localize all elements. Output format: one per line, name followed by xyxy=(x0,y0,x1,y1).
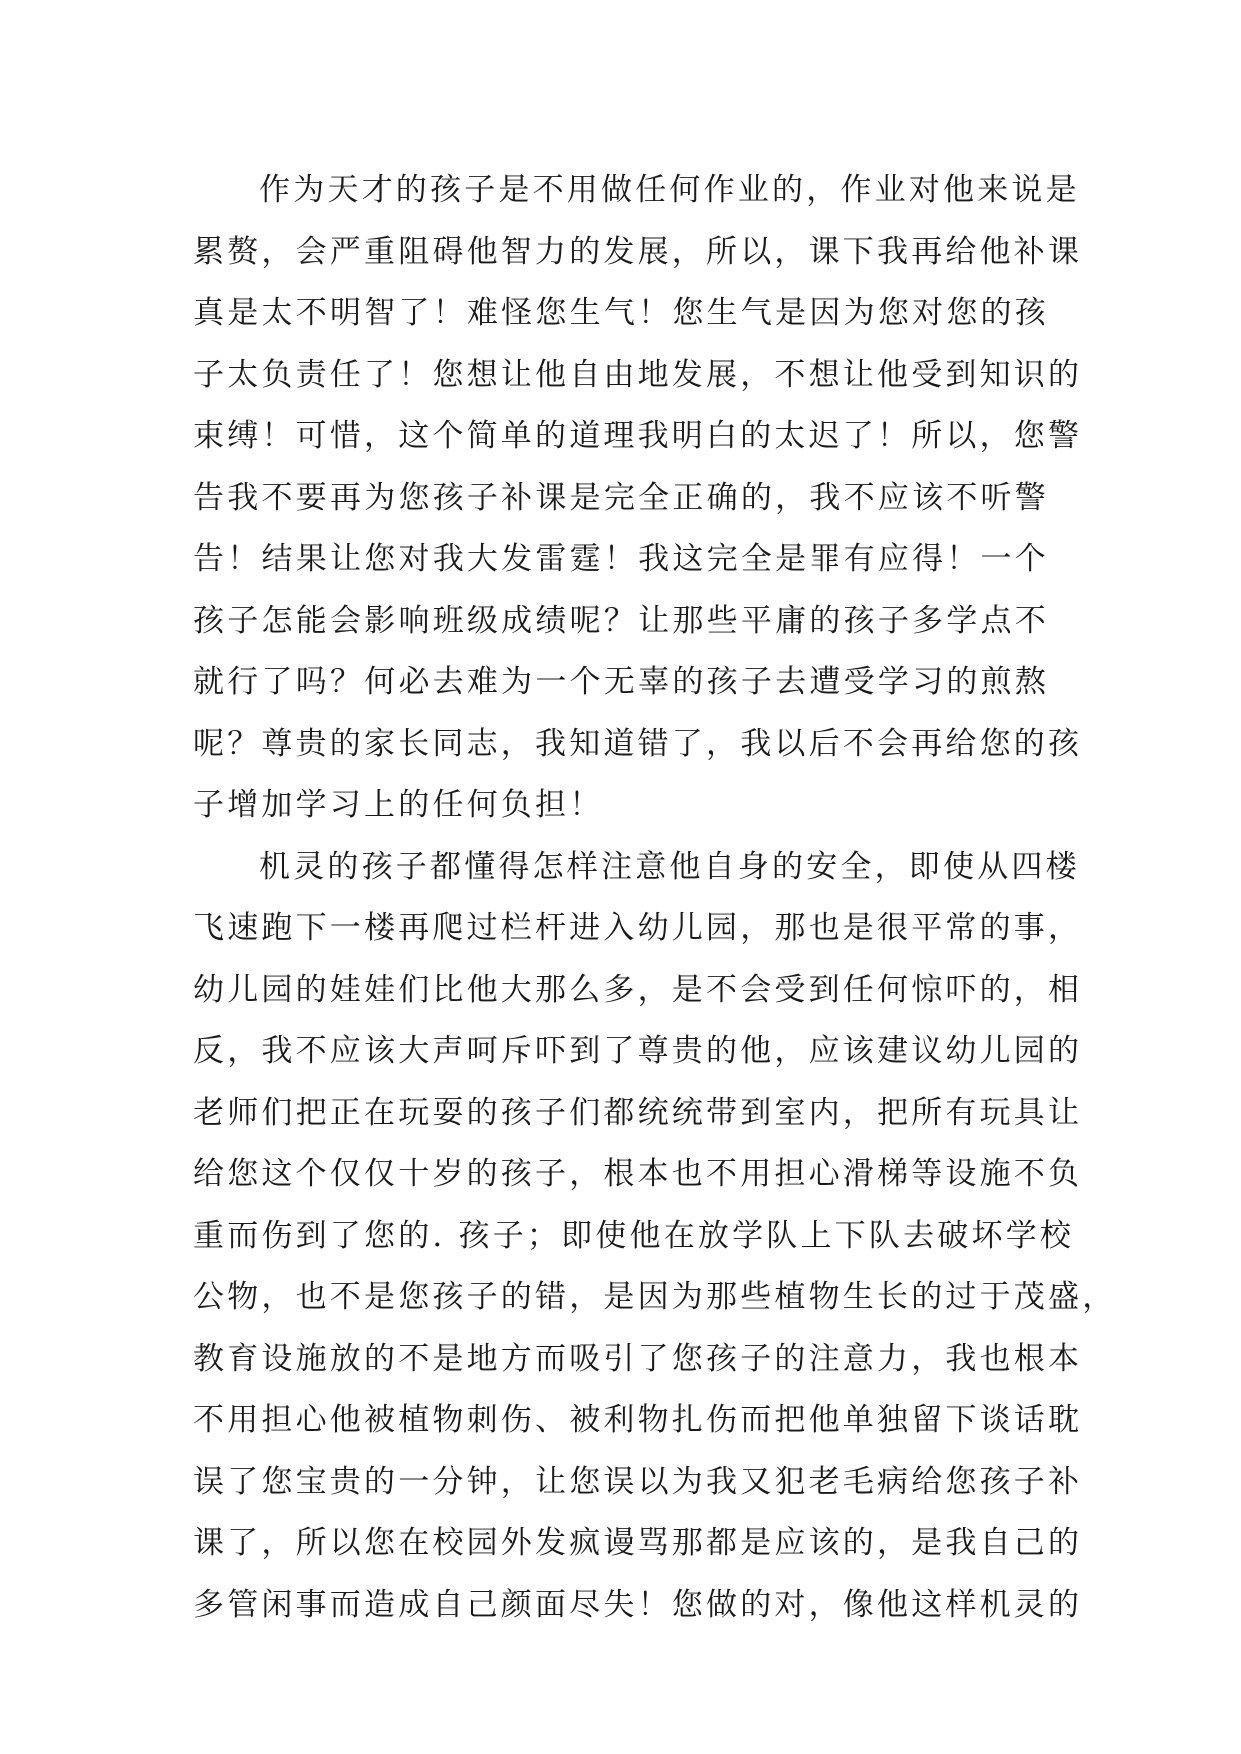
text-line: 真是太不明智了！难怪您生气！您生气是因为您对您的孩 xyxy=(193,295,1049,331)
text-line: 子太负责任了！您想让他自由地发展，不想让他受到知识的 xyxy=(193,356,1083,393)
body-text xyxy=(193,160,1117,1636)
text-line: 告我不要再为您孩子补课是完全正确的，我不应该不听警 xyxy=(193,479,1049,516)
text-line: 教育设施放的不是地方而吸引了您孩子的注意力，我也根本 xyxy=(193,1340,1083,1377)
text-line: 不用担心他被植物刺伤、被利物扎伤而把他单独留下谈话耽 xyxy=(193,1402,1083,1438)
text-line: 孩子怎能会影响班级成绩呢？让那些平庸的孩子多学点不 xyxy=(193,602,1049,639)
text-line: 课了，所以您在校园外发疯谩骂那都是应该的，是我自己的 xyxy=(193,1525,1083,1561)
text-line: 多管闲事而造成自己颜面尽失！您做的对，像他这样机灵的 xyxy=(193,1586,1083,1623)
paragraph-1 xyxy=(193,160,1083,837)
text-line: 呢？尊贵的家长同志，我知道错了，我以后不会再给您的孩 xyxy=(193,725,1083,762)
text-line: 公物，也不是您孩子的错，是因为那些植物生长的过于茂盛， xyxy=(193,1279,1117,1315)
text-line: 累赘，会严重阻碍他智力的发展，所以，课下我再给他补课 xyxy=(193,233,1083,270)
text-line: 机灵的孩子都懂得怎样注意他自身的安全，即使从四楼 xyxy=(259,848,1080,885)
text-line: 反，我不应该大声呵斥吓到了尊贵的他，应该建议幼儿园的 xyxy=(193,1033,1083,1069)
text-line: 告！结果让您对我大发雷霆！我这完全是罪有应得！一个 xyxy=(193,541,1049,577)
text-line: 重而伤到了您的. 孩子；即使他在放学队上下队去破坏学校 xyxy=(193,1217,1075,1254)
text-line: 误了您宝贵的一分钟，让您误以为我又犯老毛病给您孩子补 xyxy=(193,1463,1083,1500)
paragraph-2 xyxy=(193,837,1117,1637)
text-line: 幼儿园的娃娃们比他大那么多，是不会受到任何惊吓的，相 xyxy=(193,971,1083,1008)
text-line: 作为天才的孩子是不用做任何作业的，作业对他来说是 xyxy=(259,172,1080,208)
text-line: 束缚！可惜，这个简单的道理我明白的太迟了！所以，您警 xyxy=(193,418,1083,454)
text-line: 老师们把正在玩耍的孩子们都统统带到室内，把所有玩具让 xyxy=(193,1094,1083,1131)
text-line: 飞速跑下一楼再爬过栏杆进入幼儿园，那也是很平常的事， xyxy=(193,910,1083,946)
text-line: 就行了吗？何必去难为一个无辜的孩子去遭受学习的煎熬 xyxy=(193,664,1049,700)
text-line: 子增加学习上的任何负担！ xyxy=(193,787,604,823)
text-line: 给您这个仅仅十岁的孩子，根本也不用担心滑梯等设施不负 xyxy=(193,1156,1083,1192)
